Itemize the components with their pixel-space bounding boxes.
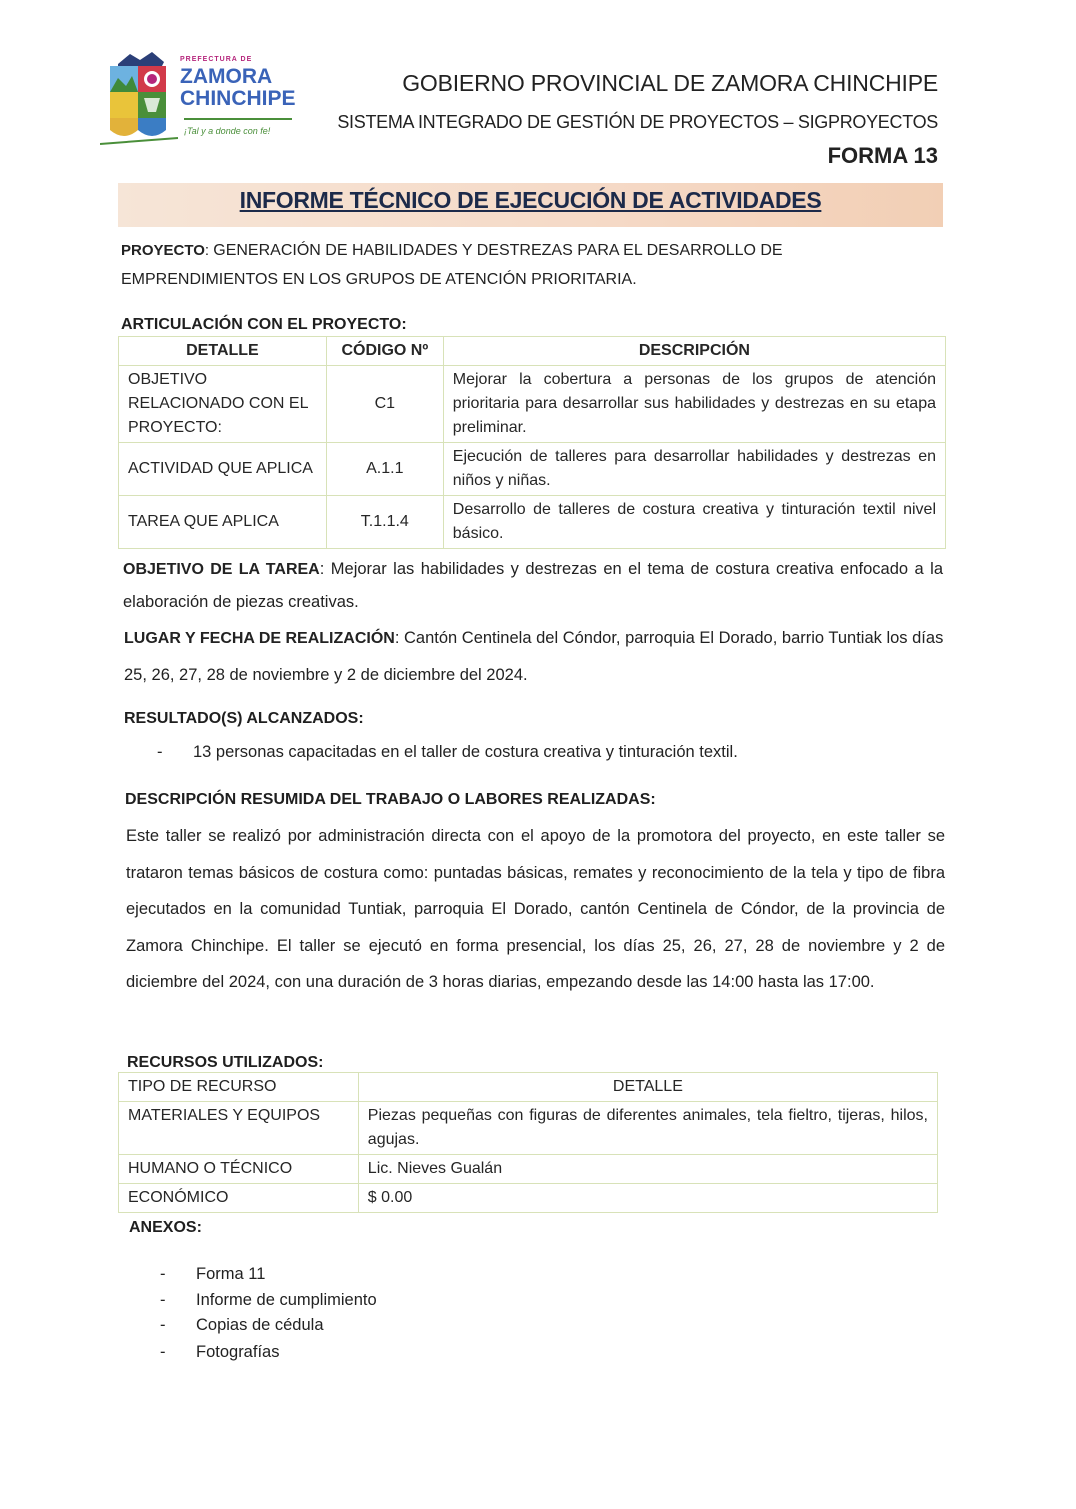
project-text: GENERACIÓN DE HABILIDADES Y DESTREZAS PARA EL DESARROLLO DE EMPRENDIMIENTOS EN LOS GRUPOS DE ATENCIÓN PRIORITARIA.	[121, 242, 783, 288]
articulation-table	[118, 336, 946, 549]
logo-name-line1: ZAMORA	[180, 65, 273, 88]
row-description: Mejorar la cobertura a personas de los grupos de atención prioritaria para desarrollar sus habilidades y destrezas en su etapa preliminar.	[443, 366, 945, 443]
task-objective-section: OBJETIVO DE LA TAREA: Mejorar las habilidades y destrezas en el tema de costura creativa enfocado a la elaboración de piezas creativas.	[123, 560, 943, 611]
resource-type: MATERIALES Y EQUIPOS	[119, 1102, 359, 1155]
table-row	[119, 366, 946, 443]
row-code: C1	[326, 366, 443, 443]
col-tipo-recurso: TIPO DE RECURSO	[119, 1073, 359, 1102]
government-title: GOBIERNO PROVINCIAL DE ZAMORA CHINCHIPE	[402, 70, 938, 96]
logo-small-text: PREFECTURA DE	[180, 56, 253, 63]
resource-detail: Lic. Nieves Gualán	[358, 1155, 937, 1184]
resource-type: ECONÓMICO	[119, 1184, 359, 1213]
resource-detail: $ 0.00	[358, 1184, 937, 1213]
title-band	[118, 183, 943, 227]
project-label: PROYECTO	[121, 242, 205, 259]
place-date-text: Cantón Centinela del Cóndor, parroquia El Dorado, barrio Tuntiak los días 25, 26, 27, 28 de noviembre y 2 de diciembre del 2024.	[124, 629, 944, 684]
resource-type: HUMANO O TÉCNICO	[119, 1155, 359, 1184]
work-description-heading: DESCRIPCIÓN RESUMIDA DEL TRABAJO O LABORES REALIZADAS:	[125, 791, 656, 808]
prefectura-shield-icon	[100, 50, 180, 146]
table-row	[119, 1102, 938, 1155]
form-number: FORMA 13	[827, 143, 938, 168]
table-header-row	[119, 1073, 938, 1102]
resources-table	[118, 1072, 938, 1213]
resource-detail: Piezas pequeñas con figuras de diferentes animales, tela fieltro, tijeras, hilos, agujas.	[358, 1102, 937, 1155]
result-item: 13 personas capacitadas en el taller de costura creativa y tinturación textil.	[193, 743, 738, 761]
logo-slogan: ¡Tal y a donde con fe!	[184, 126, 271, 136]
row-description: Desarrollo de talleres de costura creativa y tinturación textil nivel básico.	[443, 496, 945, 549]
row-detail: ACTIVIDAD QUE APLICA	[119, 443, 327, 496]
row-detail: OBJETIVO RELACIONADO CON EL PROYECTO:	[119, 366, 327, 443]
task-objective-label: OBJETIVO DE LA TAREA	[123, 561, 320, 578]
col-codigo: CÓDIGO Nº	[326, 337, 443, 366]
annex-item: Fotografías	[196, 1343, 280, 1361]
table-row	[119, 496, 946, 549]
annex-item: Forma 11	[196, 1265, 266, 1283]
table-row	[119, 1184, 938, 1213]
place-date-section: LUGAR Y FECHA DE REALIZACIÓN: Cantón Centinela del Cóndor, parroquia El Dorado, barrio Tuntiak los días 25, 26, 27, 28 de noviembre y 2 de diciembre del 2024.	[124, 629, 944, 684]
row-code: A.1.1	[326, 443, 443, 496]
col-detalle: DETALLE	[119, 337, 327, 366]
row-description: Ejecución de talleres para desarrollar habilidades y destrezas en niños y niñas.	[443, 443, 945, 496]
row-code: T.1.1.4	[326, 496, 443, 549]
task-objective-text: Mejorar las habilidades y destrezas en el tema de costura creativa enfocado a la elaboración de piezas creativas.	[123, 560, 943, 611]
resources-heading: RECURSOS UTILIZADOS:	[127, 1054, 324, 1071]
place-date-label: LUGAR Y FECHA DE REALIZACIÓN	[124, 630, 395, 647]
prefectura-logo	[96, 48, 301, 148]
results-heading: RESULTADO(S) ALCANZADOS:	[124, 710, 364, 727]
logo-name-line2: CHINCHIPE	[180, 87, 296, 110]
table-header-row	[119, 337, 946, 366]
annexes-heading: ANEXOS:	[129, 1219, 202, 1236]
table-row	[119, 1155, 938, 1184]
report-title: INFORME TÉCNICO DE EJECUCIÓN DE ACTIVIDADES	[239, 187, 822, 213]
row-detail: TAREA QUE APLICA	[119, 496, 327, 549]
articulation-heading: ARTICULACIÓN CON EL PROYECTO:	[121, 316, 407, 333]
annex-item: Copias de cédula	[196, 1316, 324, 1334]
annex-item: Informe de cumplimiento	[196, 1291, 377, 1309]
project-section: PROYECTO: GENERACIÓN DE HABILIDADES Y DESTREZAS PARA EL DESARROLLO DE EMPRENDIMIENTOS EN LOS GRUPOS DE ATENCIÓN PRIORITARIA.	[121, 242, 783, 288]
work-description-text	[126, 818, 945, 1001]
system-title: SISTEMA INTEGRADO DE GESTIÓN DE PROYECTOS – SIGPROYECTOS	[337, 112, 938, 132]
table-row	[119, 443, 946, 496]
col-detalle: DETALLE	[358, 1073, 937, 1102]
work-description-paragraph: Este taller se realizó por administración directa con el apoyo de la promotora del proyecto, en este taller se trataron temas básicos de costura como: puntadas básicas, remates y reconocimiento de la tela y tipo de fibra ejecutados en la comunidad Tuntiak, parroquia El Dorado, cantón Centinela de Cóndor, de la provincia de Zamora Chinchipe. El taller se ejecutó en forma presencial, los días 25, 26, 27, 28 de noviembre y 2 de diciembre del 2024, con una duración de 3 horas diarias, empezando desde las 14:00 hasta las 17:00.	[126, 827, 945, 991]
col-descripcion: DESCRIPCIÓN	[443, 337, 945, 366]
